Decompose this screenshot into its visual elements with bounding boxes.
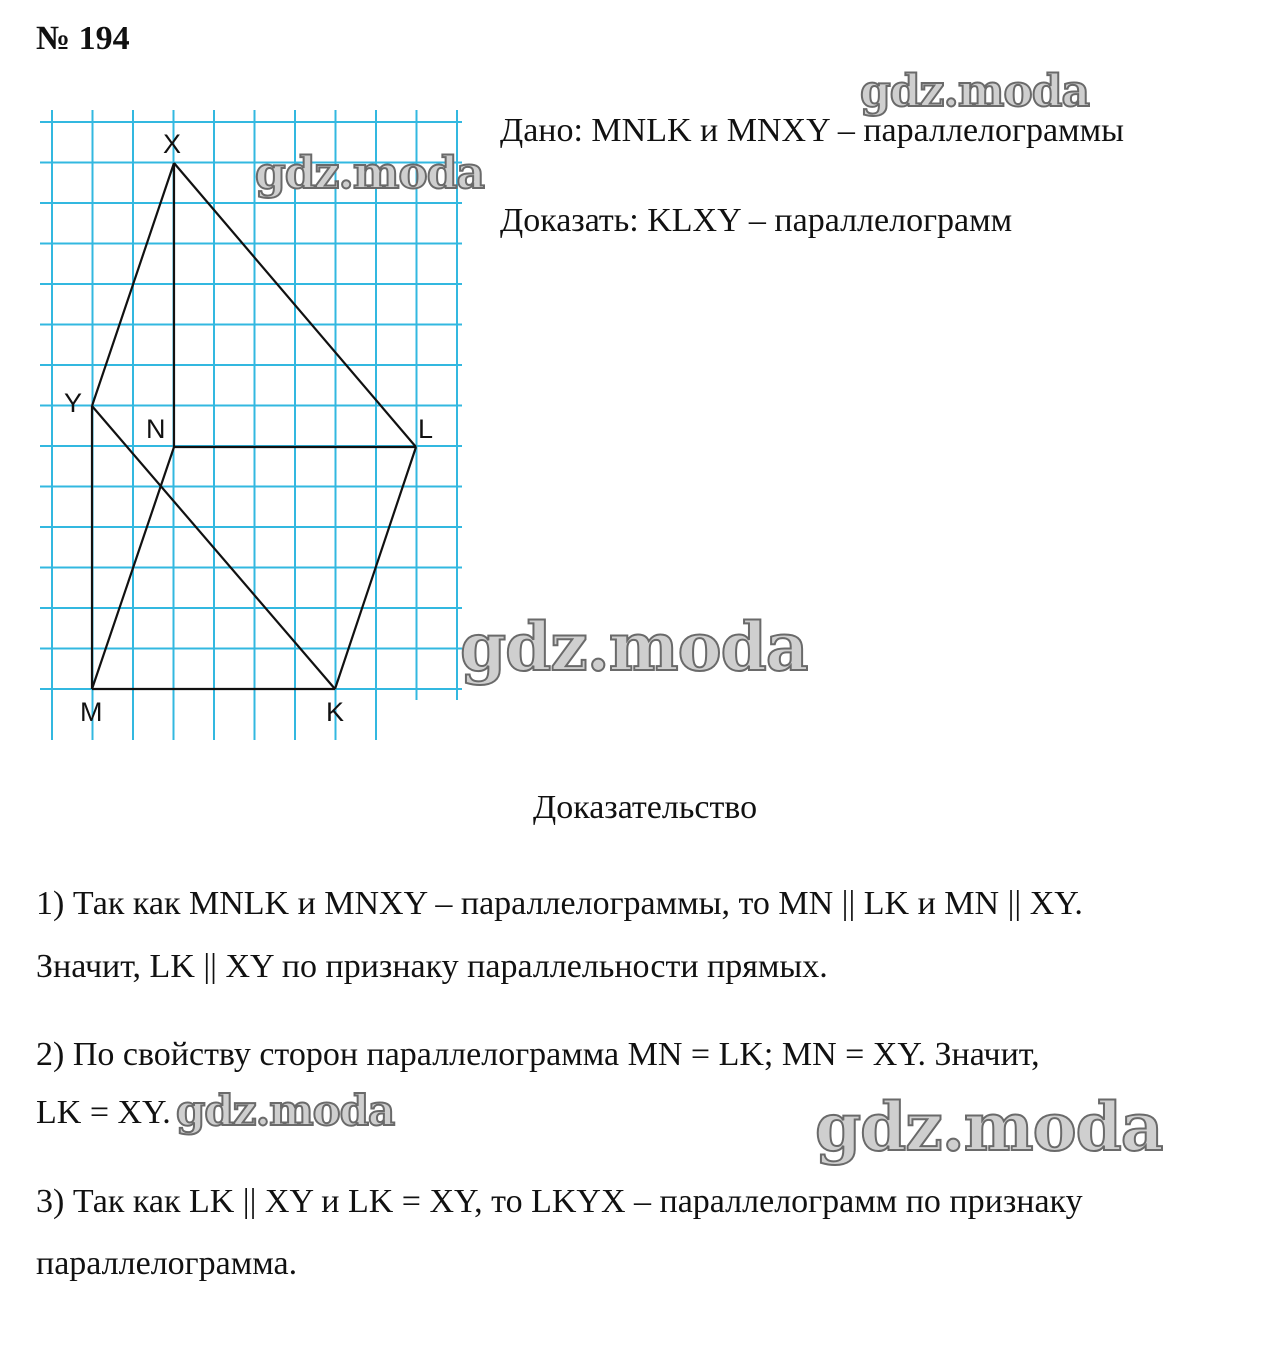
point-label-k: K [326, 697, 345, 727]
watermark-5: gdz.moda [815, 1088, 1163, 1166]
watermark-4: gdz.moda [176, 1086, 395, 1135]
proof-title: Доказательство [533, 789, 758, 826]
proof-step-2-line-2: LK = XY. [36, 1094, 171, 1131]
proof-step-3-line-1: 3) Так как LK || XY и LK = XY, то LKYX – параллелограмм по признаку [36, 1183, 1083, 1220]
watermark-2: gdz.moda [255, 148, 485, 199]
proof-step-2-line-1: 2) По свойству сторон параллелограмма MN = LK; MN = XY. Значит, [36, 1036, 1040, 1073]
point-label-l: L [418, 414, 434, 444]
point-label-y: Y [64, 388, 83, 418]
point-label-x: X [163, 129, 182, 159]
proof-step-1-line-2: Значит, LK || XY по признаку параллельности прямых. [36, 948, 828, 985]
geometry-figure [0, 0, 480, 750]
watermark-3: gdz.moda [460, 608, 808, 686]
proof-step-1-line-1: 1) Так как MNLK и MNXY – параллелограммы, то MN || LK и MN || XY. [36, 885, 1083, 922]
grid [40, 110, 462, 740]
prove-statement: Доказать: KLXY – параллелограмм [500, 202, 1013, 239]
point-label-n: N [146, 414, 166, 444]
given-statement: Дано: MNLK и MNXY – параллелограммы [500, 112, 1124, 149]
point-label-m: M [80, 697, 103, 727]
proof-step-3-line-2: параллелограмма. [36, 1245, 298, 1282]
problem-number: № 194 [36, 20, 130, 57]
watermark-1: gdz.moda [860, 66, 1090, 117]
